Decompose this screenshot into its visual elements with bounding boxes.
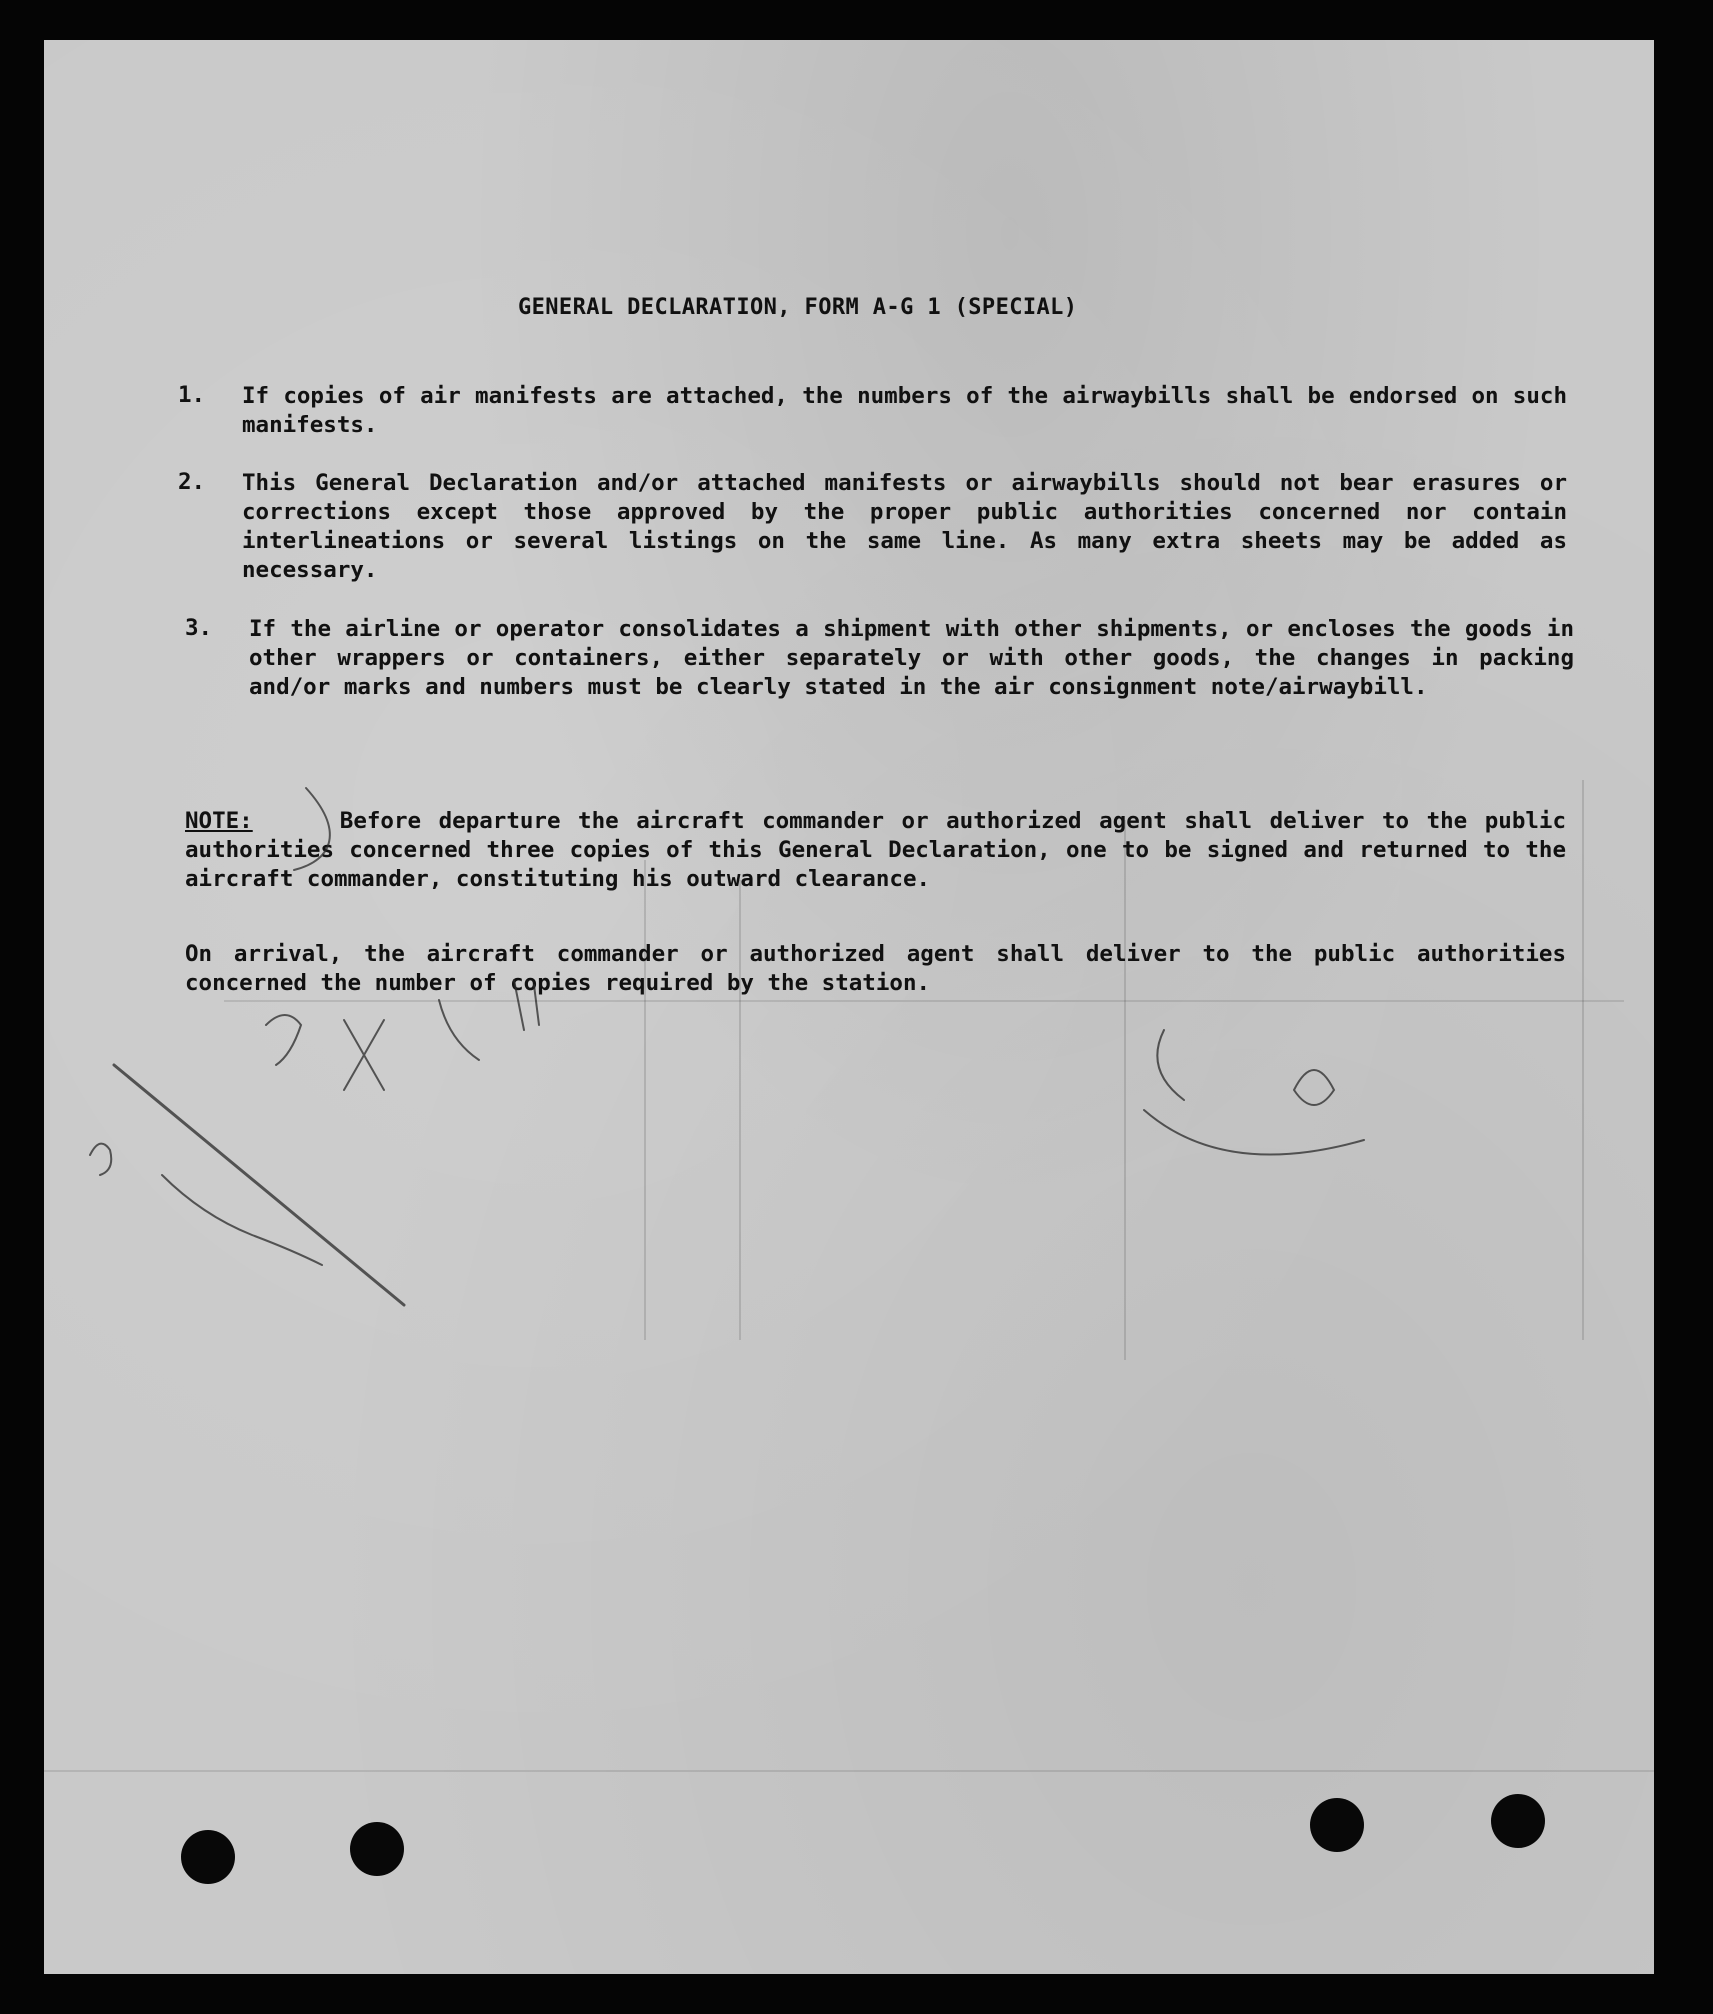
item-number: 1. bbox=[178, 382, 206, 408]
pencil-stroke bbox=[514, 980, 539, 1030]
handwritten-marks bbox=[44, 40, 1654, 1974]
pencil-stroke bbox=[439, 1000, 479, 1060]
pencil-stroke bbox=[1157, 1030, 1184, 1100]
note-label: NOTE: bbox=[185, 808, 253, 834]
pencil-stroke bbox=[294, 788, 330, 870]
item-number: 2. bbox=[178, 469, 206, 495]
pencil-stroke bbox=[1144, 1110, 1364, 1155]
item-number: 3. bbox=[185, 615, 213, 641]
form-title: GENERAL DECLARATION, FORM A-G 1 (SPECIAL) bbox=[518, 295, 1078, 320]
pencil-stroke bbox=[1294, 1070, 1334, 1105]
pencil-stroke bbox=[266, 1015, 301, 1065]
punch-hole bbox=[1310, 1798, 1364, 1852]
item-text: If the airline or operator consolidates a shipment with other shipments, or encloses the goods in other wrappers or containers, either separately or with other goods, the changes in packing and/or marks and numbers must be clearly stated in the air consignment note/airwaybill. bbox=[249, 616, 1574, 700]
punch-hole bbox=[350, 1822, 404, 1876]
arrival-paragraph: On arrival, the aircraft commander or authorized agent shall deliver to the public authorities concerned the number of copies required by the station. bbox=[185, 941, 1566, 996]
punch-hole bbox=[1491, 1794, 1545, 1848]
pencil-stroke bbox=[344, 1020, 384, 1090]
pencil-stroke bbox=[162, 1175, 322, 1265]
punch-hole bbox=[181, 1830, 235, 1884]
pencil-stroke bbox=[114, 1065, 404, 1305]
pencil-stroke bbox=[90, 1144, 111, 1175]
document-page bbox=[44, 40, 1654, 1974]
item-text: If copies of air manifests are attached, the numbers of the airwaybills shall be endorsed on such manifests. bbox=[242, 383, 1567, 438]
item-text: This General Declaration and/or attached manifests or airwaybills should not bear erasures or corrections except those approved by the proper public authorities concerned nor contain interlineations or several listings on the same line. As many extra sheets may be added as necessary. bbox=[242, 470, 1567, 583]
note-text: Before departure the aircraft commander or authorized agent shall deliver to the public authorities concerned three copies of this General Declaration, one to be signed and returned to the aircraft commander, constituting his outward clearance. bbox=[185, 808, 1567, 892]
